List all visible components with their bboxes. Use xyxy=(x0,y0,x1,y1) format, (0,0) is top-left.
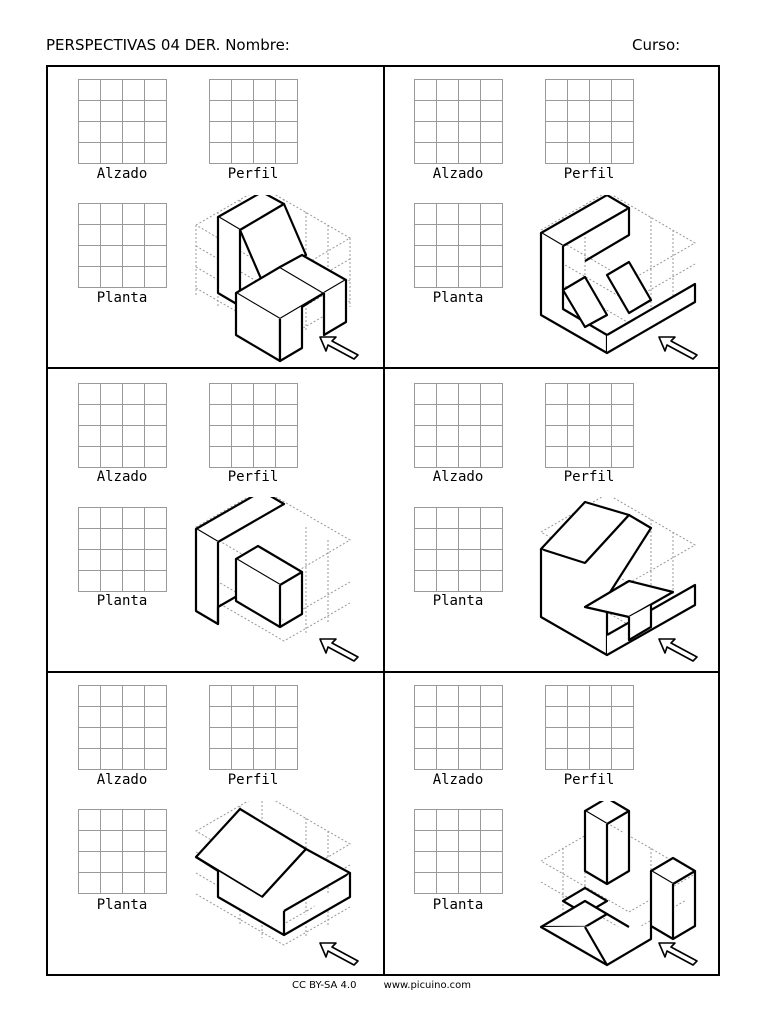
site-link[interactable]: www.picuino.com xyxy=(383,980,471,991)
view-direction-arrow xyxy=(657,335,699,361)
license-text: CC BY-SA 4.0 xyxy=(292,980,357,991)
perfil-grid[interactable] xyxy=(545,685,634,770)
perfil-grid[interactable] xyxy=(545,383,634,468)
alzado-grid[interactable] xyxy=(78,79,167,164)
perfil-grid[interactable] xyxy=(209,79,298,164)
planta-label: Planta xyxy=(96,897,148,913)
view-direction-arrow xyxy=(318,637,360,663)
planta-label: Planta xyxy=(432,897,484,913)
exercise-cell-6 xyxy=(385,673,721,975)
worksheet-title: PERSPECTIVAS 04 DER. Nombre: xyxy=(46,36,290,54)
alzado-label: Alzado xyxy=(432,469,484,485)
perfil-label: Perfil xyxy=(563,772,615,788)
footer xyxy=(292,980,495,991)
alzado-grid[interactable] xyxy=(78,685,167,770)
perfil-label: Perfil xyxy=(563,469,615,485)
alzado-grid[interactable] xyxy=(414,79,503,164)
planta-label: Planta xyxy=(96,290,148,306)
alzado-label: Alzado xyxy=(96,166,148,182)
perfil-label: Perfil xyxy=(227,469,279,485)
planta-label: Planta xyxy=(96,593,148,609)
exercise-cell-2 xyxy=(385,67,721,369)
perfil-grid[interactable] xyxy=(209,685,298,770)
view-direction-arrow xyxy=(318,941,360,967)
perfil-label: Perfil xyxy=(227,772,279,788)
planta-grid[interactable] xyxy=(414,507,503,592)
view-direction-arrow xyxy=(318,335,360,361)
alzado-label: Alzado xyxy=(432,166,484,182)
view-direction-arrow xyxy=(657,637,699,663)
planta-grid[interactable] xyxy=(78,203,167,288)
exercise-cell-3 xyxy=(48,369,384,671)
alzado-label: Alzado xyxy=(432,772,484,788)
view-direction-arrow xyxy=(657,941,699,967)
alzado-label: Alzado xyxy=(96,469,148,485)
exercise-cell-1 xyxy=(48,67,384,369)
perfil-grid[interactable] xyxy=(209,383,298,468)
alzado-grid[interactable] xyxy=(414,383,503,468)
perfil-grid[interactable] xyxy=(545,79,634,164)
perfil-label: Perfil xyxy=(563,166,615,182)
planta-grid[interactable] xyxy=(78,809,167,894)
exercise-cell-4 xyxy=(385,369,721,671)
planta-label: Planta xyxy=(432,290,484,306)
planta-grid[interactable] xyxy=(414,203,503,288)
exercise-cell-5 xyxy=(48,673,384,975)
alzado-grid[interactable] xyxy=(78,383,167,468)
alzado-label: Alzado xyxy=(96,772,148,788)
planta-grid[interactable] xyxy=(414,809,503,894)
perfil-label: Perfil xyxy=(227,166,279,182)
alzado-grid[interactable] xyxy=(414,685,503,770)
planta-label: Planta xyxy=(432,593,484,609)
course-label: Curso: xyxy=(632,36,681,54)
planta-grid[interactable] xyxy=(78,507,167,592)
